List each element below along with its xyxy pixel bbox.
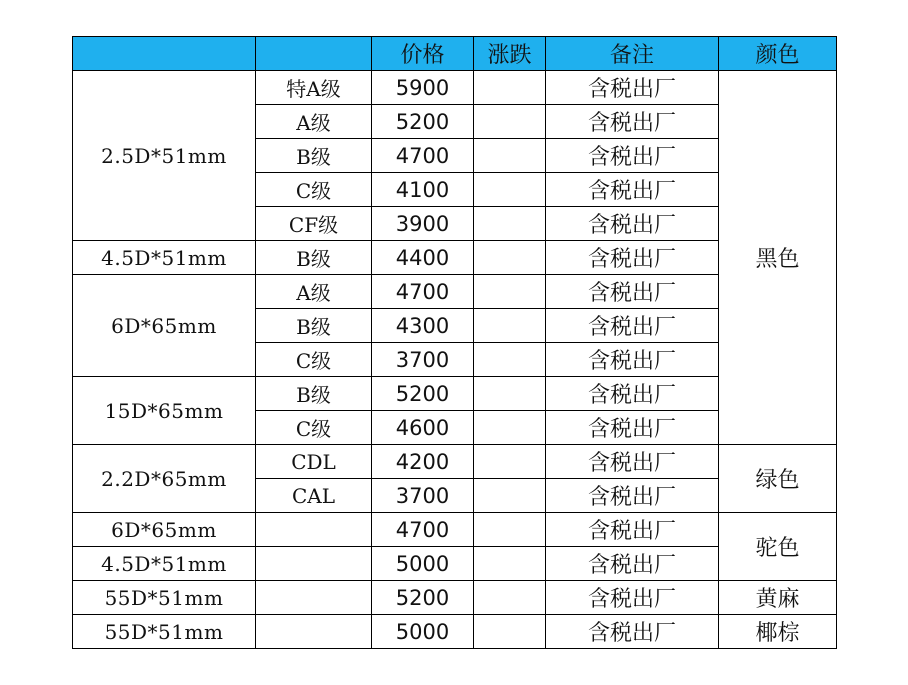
price-cell: 4200	[372, 445, 474, 479]
price-cell: 3700	[372, 343, 474, 377]
grade-cell: CDL	[256, 445, 372, 479]
color-cell: 黄麻	[719, 581, 837, 615]
price-cell: 5200	[372, 581, 474, 615]
note-cell: 含税出厂	[546, 513, 719, 547]
spec-cell: 6D*65mm	[73, 275, 256, 377]
change-cell	[474, 241, 546, 275]
header-spec	[73, 37, 256, 71]
note-cell: 含税出厂	[546, 377, 719, 411]
price-cell: 3700	[372, 479, 474, 513]
note-cell: 含税出厂	[546, 309, 719, 343]
note-cell: 含税出厂	[546, 547, 719, 581]
grade-cell	[256, 513, 372, 547]
color-cell: 绿色	[719, 445, 837, 513]
note-cell: 含税出厂	[546, 445, 719, 479]
spec-cell: 55D*51mm	[73, 615, 256, 649]
grade-cell: B级	[256, 241, 372, 275]
spec-cell: 2.2D*65mm	[73, 445, 256, 513]
spec-cell: 2.5D*51mm	[73, 71, 256, 241]
color-cell: 驼色	[719, 513, 837, 581]
price-table	[72, 36, 837, 649]
spec-cell: 6D*65mm	[73, 513, 256, 547]
price-cell: 3900	[372, 207, 474, 241]
note-cell: 含税出厂	[546, 71, 719, 105]
header-grade	[256, 37, 372, 71]
price-cell: 5000	[372, 547, 474, 581]
change-cell	[474, 343, 546, 377]
grade-cell: A级	[256, 275, 372, 309]
note-cell: 含税出厂	[546, 105, 719, 139]
change-cell	[474, 615, 546, 649]
table-row	[73, 445, 837, 479]
table-row	[73, 581, 837, 615]
table-row	[73, 71, 837, 105]
header-price: 价格	[372, 37, 474, 71]
grade-cell	[256, 615, 372, 649]
note-cell: 含税出厂	[546, 241, 719, 275]
color-cell: 黑色	[719, 71, 837, 445]
note-cell: 含税出厂	[546, 411, 719, 445]
grade-cell: CF级	[256, 207, 372, 241]
price-cell: 4700	[372, 513, 474, 547]
change-cell	[474, 71, 546, 105]
grade-cell: C级	[256, 343, 372, 377]
grade-cell: B级	[256, 139, 372, 173]
change-cell	[474, 479, 546, 513]
price-cell: 5200	[372, 105, 474, 139]
price-cell: 4400	[372, 241, 474, 275]
grade-cell: A级	[256, 105, 372, 139]
grade-cell	[256, 581, 372, 615]
change-cell	[474, 207, 546, 241]
spec-cell: 15D*65mm	[73, 377, 256, 445]
grade-cell: CAL	[256, 479, 372, 513]
grade-cell: 特A级	[256, 71, 372, 105]
change-cell	[474, 513, 546, 547]
header-row	[73, 37, 837, 71]
spec-cell: 4.5D*51mm	[73, 241, 256, 275]
change-cell	[474, 411, 546, 445]
change-cell	[474, 445, 546, 479]
note-cell: 含税出厂	[546, 615, 719, 649]
price-cell: 4700	[372, 139, 474, 173]
price-cell: 5900	[372, 71, 474, 105]
note-cell: 含税出厂	[546, 207, 719, 241]
note-cell: 含税出厂	[546, 275, 719, 309]
price-cell: 5200	[372, 377, 474, 411]
grade-cell: C级	[256, 411, 372, 445]
price-cell: 4100	[372, 173, 474, 207]
note-cell: 含税出厂	[546, 581, 719, 615]
change-cell	[474, 547, 546, 581]
grade-cell: C级	[256, 173, 372, 207]
header-color: 颜色	[719, 37, 837, 71]
grade-cell: B级	[256, 309, 372, 343]
change-cell	[474, 173, 546, 207]
color-cell: 椰棕	[719, 615, 837, 649]
change-cell	[474, 105, 546, 139]
change-cell	[474, 275, 546, 309]
change-cell	[474, 377, 546, 411]
price-cell: 5000	[372, 615, 474, 649]
note-cell: 含税出厂	[546, 173, 719, 207]
spec-cell: 4.5D*51mm	[73, 547, 256, 581]
note-cell: 含税出厂	[546, 479, 719, 513]
header-note: 备注	[546, 37, 719, 71]
grade-cell: B级	[256, 377, 372, 411]
note-cell: 含税出厂	[546, 343, 719, 377]
note-cell: 含税出厂	[546, 139, 719, 173]
change-cell	[474, 581, 546, 615]
price-cell: 4300	[372, 309, 474, 343]
table-row	[73, 513, 837, 547]
price-cell: 4700	[372, 275, 474, 309]
change-cell	[474, 309, 546, 343]
table-row	[73, 615, 837, 649]
change-cell	[474, 139, 546, 173]
spec-cell: 55D*51mm	[73, 581, 256, 615]
grade-cell	[256, 547, 372, 581]
price-cell: 4600	[372, 411, 474, 445]
header-change: 涨跌	[474, 37, 546, 71]
